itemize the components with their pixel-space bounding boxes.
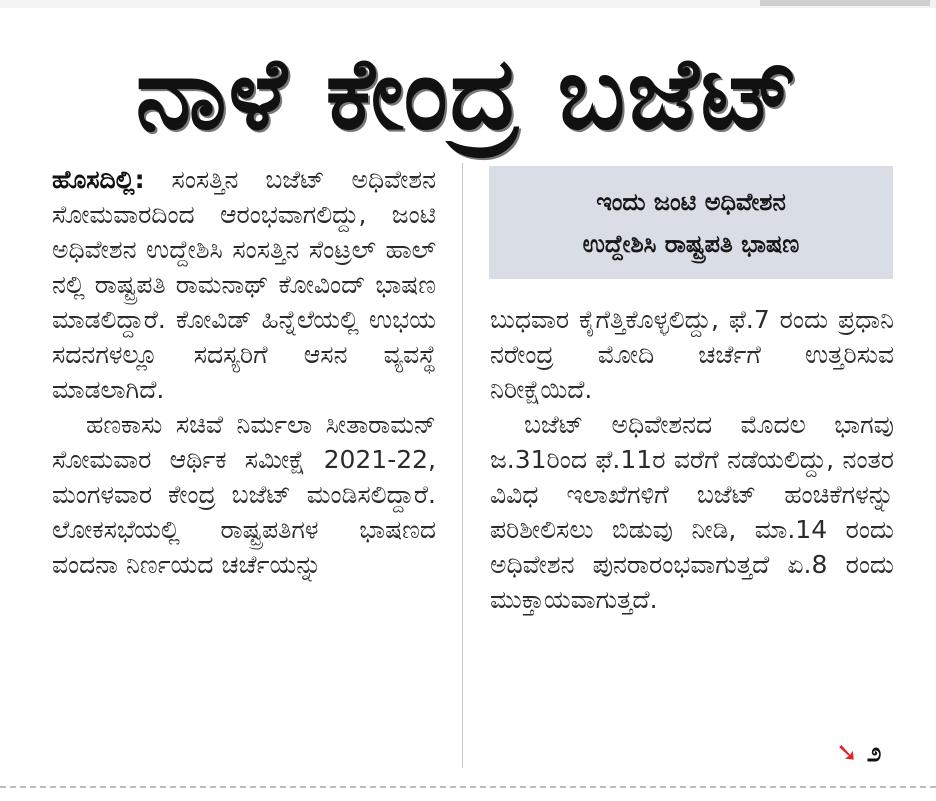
subheadline-box (489, 166, 893, 279)
dateline: ಹೊಸದಿಲ್ಲಿ: (52, 165, 145, 194)
left-paragraph-2: ಹಣಕಾಸು ಸಚಿವೆ ನಿರ್ಮಲಾ ಸೀತಾರಾಮನ್ ಸೋಮವಾರ ಆರ್ಥಿಕ ಸಮೀಕ್ಷೆ 2021-22, ಮಂಗಳವಾರ ಕೇಂದ್ರ ಬಜೆಟ್ ಮಂಡಿಸಲಿದ್ದಾರೆ. ಲೋಕಸಭೆಯಲ್ಲಿ ರಾಷ್ಟ್ರಪತಿಗಳ ಭಾಷಣದ ವಂದನಾ ನಿರ್ಣಯದ ಚರ್ಚೆಯನ್ನು (52, 410, 436, 579)
column-divider (462, 163, 463, 768)
red-arrow-icon: ➘ (836, 738, 858, 768)
left-paragraph-1 (52, 162, 436, 407)
left-paragraph-1-text: ಸಂಸತ್ತಿನ ಬಜೆಟ್ ಅಧಿವೇಶನ ಸೋಮವಾರದಿಂದ ಆರಂಭವಾಗಲಿದ್ದು, ಜಂಟಿ ಅಧಿವೇಶನ ಉದ್ದೇಶಿಸಿ ಸಂಸತ್ತಿನ ಸೆಂಟ್ರಲ್ ಹಾಲ್ ನಲ್ಲಿ ರಾಷ್ಟ್ರಪತಿ ರಾಮನಾಥ್ ಕೋವಿಂದ್ ಭಾಷಣ ಮಾಡಲಿದ್ದಾರೆ. ಕೋವಿಡ್ ಹಿನ್ನೆಲೆಯಲ್ಲಿ ಉಭಯ ಸದನಗಳಲ್ಲೂ ಸದಸ್ಯರಿಗೆ ಆಸನ ವ್ಯವಸ್ಥೆ ಮಾಡಲಾಗಿದೆ. (52, 165, 436, 404)
subheadline-line-1: ಇಂದು ಜಂಟಿ ಅಧಿವೇಶನ (596, 188, 786, 216)
left-column (52, 162, 436, 782)
headline: ನಾಳೆ ಕೇಂದ್ರ ಬಜೆಟ್ (135, 35, 801, 152)
continued-marker (836, 738, 881, 769)
continued-page-number: ೨ (866, 738, 882, 768)
top-edge-text-fragment (760, 0, 930, 6)
top-edge (0, 0, 936, 8)
right-column (490, 302, 894, 777)
right-paragraph-2: ಬಜೆಟ್ ಅಧಿವೇಶನದ ಮೊದಲ ಭಾಗವು ಜ.31ರಿಂದ ಫೆ.11ರ ವರೆಗೆ ನಡೆಯಲಿದ್ದು, ನಂತರ ವಿವಿಧ ಇಲಾಖೆಗಳಿಗೆ ಬಜೆಟ್ ಹಂಚಿಕೆಗಳನ್ನು ಪರಿಶೀಲಿಸಲು ಬಿಡುವು ನೀಡಿ, ಮಾ.14 ರಂದು ಅಧಿವೇಶನ ಪುನರಾರಂಭವಾಗುತ್ತದೆ ಏ.8 ರಂದು ಮುಕ್ತಾಯವಾಗುತ್ತದೆ. (490, 410, 894, 614)
subheadline-line-2: ಉದ್ದೇಶಿಸಿ ರಾಷ್ಟ್ರಪತಿ ಭಾಷಣ (582, 230, 800, 258)
bottom-dotted-rule (0, 786, 936, 788)
right-paragraph-1: ಬುಧವಾರ ಕೈಗೆತ್ತಿಕೊಳ್ಳಲಿದ್ದು, ಫೆ.7 ರಂದು ಪ್ರಧಾನಿ ನರೇಂದ್ರ ಮೋದಿ ಚರ್ಚೆಗೆ ಉತ್ತರಿಸುವ ನಿರೀಕ್ಷೆಯಿದೆ. (490, 305, 894, 404)
